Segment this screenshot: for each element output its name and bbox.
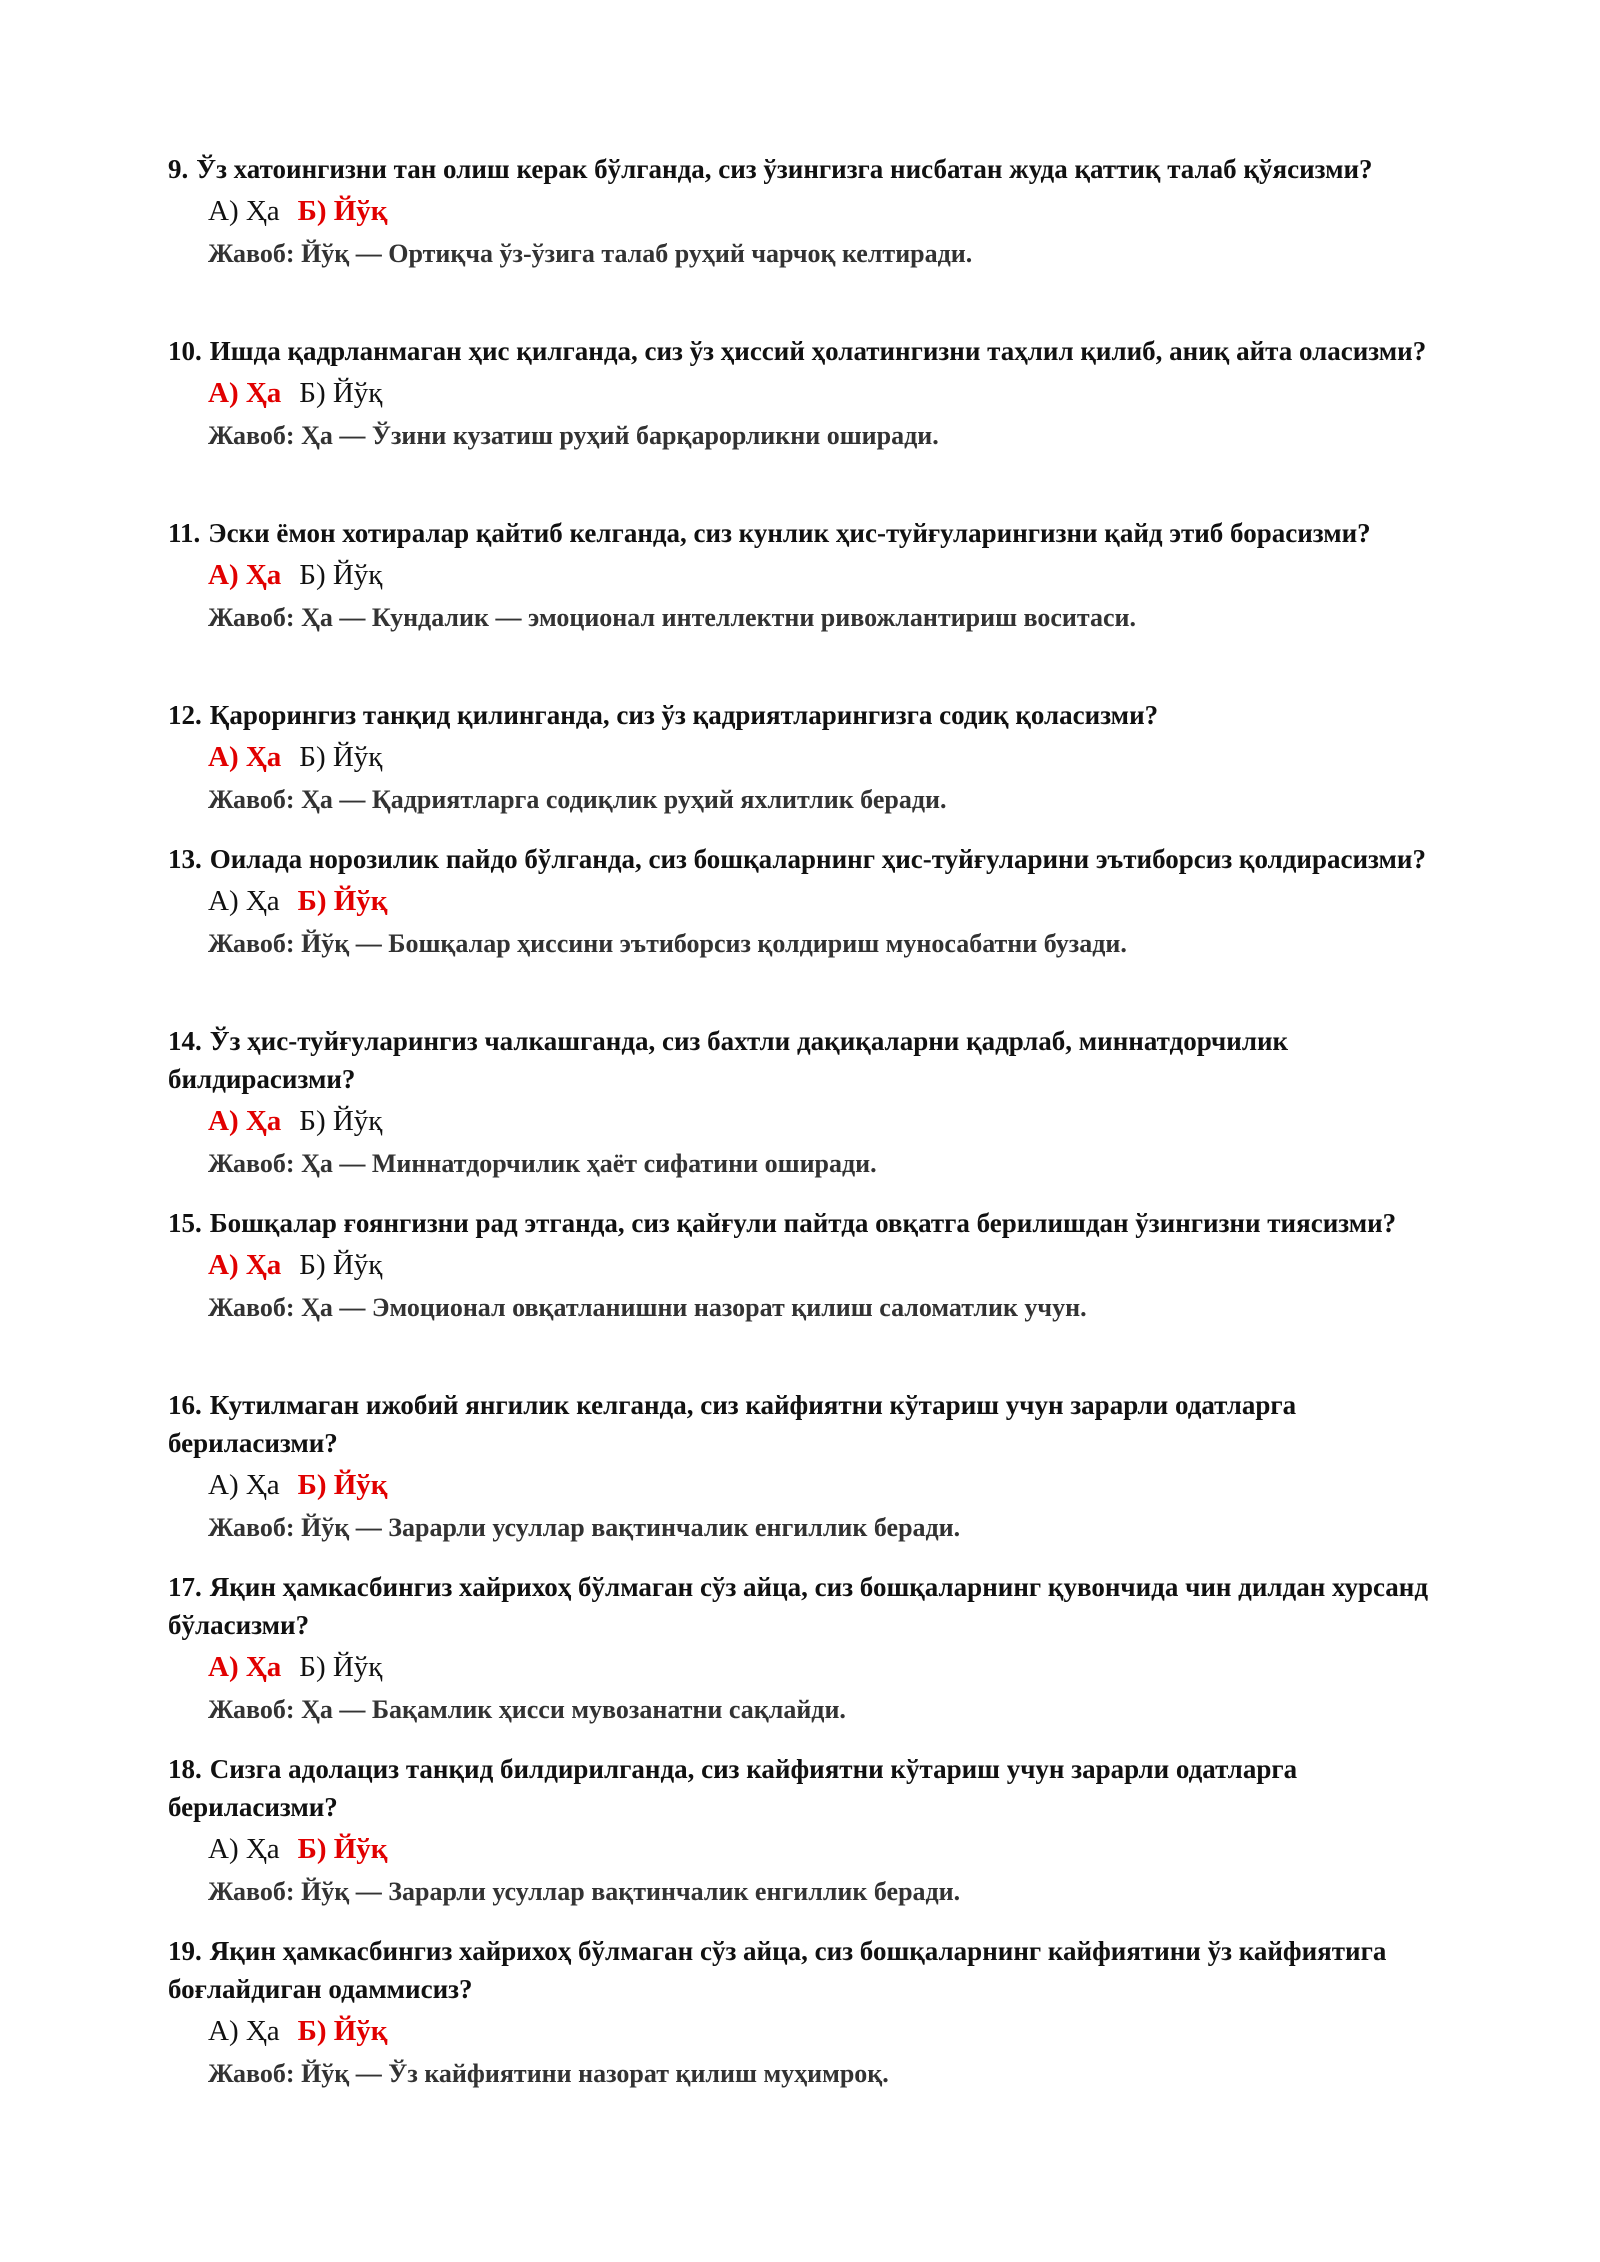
answer-options [208, 737, 1440, 777]
question-item [168, 1204, 1440, 1386]
question-number: 13. [168, 844, 202, 874]
question-text: 17. Яқин ҳамкасбингиз хайрихоҳ бўлмаган сўз айца, сиз бошқаларнинг қувончида чин дилдан хурсанд бўласизми? [168, 1568, 1440, 1644]
option-b-correct: Б) Йўқ [297, 1833, 388, 1865]
option-a-correct: А) Ҳа [208, 741, 282, 773]
answer-options [208, 881, 1440, 921]
document-page [168, 150, 1440, 2114]
question-item [168, 696, 1440, 840]
option-b: Б) Йўқ [299, 377, 383, 409]
answer-explanation: Жавоб: Йўқ — Бошқалар ҳиссини эътиборсиз қолдириш муносабатни бузади. [208, 929, 1127, 958]
question-item [168, 1932, 1440, 2114]
answer-explanation: Жавоб: Ҳа — Миннатдорчилик ҳаёт сифатини оширади. [208, 1149, 877, 1178]
question-item [168, 1386, 1440, 1568]
option-a: А) Ҳа [208, 195, 280, 227]
question-number: 11. [168, 518, 201, 548]
answer-options [208, 1101, 1440, 1141]
question-item [168, 840, 1440, 1022]
question-text: 14. Ўз ҳис-туйғуларингиз чалкашганда, сиз бахтли дақиқаларни қадрлаб, миннатдорчилик билдирасизми? [168, 1022, 1440, 1098]
answer-explanation: Жавоб: Йўқ — Ўз кайфиятини назорат қилиш муҳимроқ. [208, 2059, 889, 2088]
option-b: Б) Йўқ [299, 741, 383, 773]
option-a: А) Ҳа [208, 1833, 280, 1865]
answer-options [208, 1829, 1440, 1869]
option-b-correct: Б) Йўқ [297, 2015, 388, 2047]
option-a-correct: А) Ҳа [208, 559, 282, 591]
option-b: Б) Йўқ [299, 1249, 383, 1281]
question-number: 15. [168, 1208, 202, 1238]
answer-options [208, 191, 1440, 231]
option-a-correct: А) Ҳа [208, 1651, 282, 1683]
option-b-correct: Б) Йўқ [297, 885, 388, 917]
question-item [168, 1022, 1440, 1204]
option-b: Б) Йўқ [299, 1651, 383, 1683]
answer-options [208, 555, 1440, 595]
question-text: 18. Сизга адолациз танқид билдирилганда, сиз кайфиятни кўтариш учун зарарли одатларга бериласизми? [168, 1750, 1440, 1826]
question-text: 19. Яқин ҳамкасбингиз хайрихоҳ бўлмаган сўз айца, сиз бошқаларнинг кайфиятини ўз кайфиятига боғлайдиган одаммисиз? [168, 1932, 1440, 2008]
question-number: 10. [168, 336, 202, 366]
answer-explanation: Жавоб: Ҳа — Бақамлик ҳисси мувозанатни сақлайди. [208, 1695, 846, 1724]
question-number: 17. [168, 1572, 202, 1602]
question-text: 10. Ишда қадрланмаган ҳис қилганда, сиз ўз ҳиссий ҳолатингизни таҳлил қилиб, аниқ айта оласизми? [168, 332, 1440, 370]
question-number: 18. [168, 1754, 202, 1784]
answer-explanation: Жавоб: Йўқ — Зарарли усуллар вақтинчалик енгиллик беради. [208, 1513, 961, 1542]
option-a-correct: А) Ҳа [208, 1105, 282, 1137]
question-item [168, 1750, 1440, 1932]
answer-explanation: Жавоб: Йўқ — Ортиқча ўз-ўзига талаб руҳий чарчоқ келтиради. [208, 239, 973, 268]
answer-options [208, 1245, 1440, 1285]
option-a-correct: А) Ҳа [208, 1249, 282, 1281]
option-a: А) Ҳа [208, 1469, 280, 1501]
answer-options [208, 1647, 1440, 1687]
question-number: 19. [168, 1936, 202, 1966]
question-number: 9. [168, 154, 189, 184]
answer-explanation: Жавоб: Ҳа — Кундалик — эмоционал интеллектни ривожлантириш воситаси. [208, 603, 1137, 632]
question-item [168, 1568, 1440, 1750]
answer-explanation: Жавоб: Ҳа — Қадриятларга содиқлик руҳий яхлитлик беради. [208, 785, 947, 814]
option-b: Б) Йўқ [299, 1105, 383, 1137]
answer-options [208, 373, 1440, 413]
question-item [168, 514, 1440, 696]
option-b: Б) Йўқ [299, 559, 383, 591]
answer-options [208, 1465, 1440, 1505]
question-item [168, 150, 1440, 332]
question-number: 14. [168, 1026, 202, 1056]
question-text: 16. Кутилмаган ижобий янгилик келганда, сиз кайфиятни кўтариш учун зарарли одатларга бериласизми? [168, 1386, 1440, 1462]
question-text: 11. Эски ёмон хотиралар қайтиб келганда, сиз кунлик ҳис-туйғуларингизни қайд этиб борасизми? [168, 514, 1440, 552]
option-b-correct: Б) Йўқ [297, 1469, 388, 1501]
answer-explanation: Жавоб: Ҳа — Эмоционал овқатланишни назорат қилиш саломатлик учун. [208, 1293, 1087, 1322]
question-number: 16. [168, 1390, 202, 1420]
answer-explanation: Жавоб: Йўқ — Зарарли усуллар вақтинчалик енгиллик беради. [208, 1877, 961, 1906]
option-a-correct: А) Ҳа [208, 377, 282, 409]
answer-options [208, 2011, 1440, 2051]
question-text: 9. Ўз хатоингизни тан олиш керак бўлганда, сиз ўзингизга нисбатан жуда қаттиқ талаб қўясизми? [168, 150, 1440, 188]
question-text: 12. Қарорингиз танқид қилинганда, сиз ўз қадриятларингизга содиқ қоласизми? [168, 696, 1440, 734]
question-number: 12. [168, 700, 202, 730]
question-text: 13. Оилада норозилик пайдо бўлганда, сиз бошқаларнинг ҳис-туйғуларини эътиборсиз қолдирасизми? [168, 840, 1440, 878]
option-b-correct: Б) Йўқ [297, 195, 388, 227]
question-item [168, 332, 1440, 514]
question-text: 15. Бошқалар ғоянгизни рад этганда, сиз қайғули пайтда овқатга берилишдан ўзингизни тиясизми? [168, 1204, 1440, 1242]
option-a: А) Ҳа [208, 885, 280, 917]
option-a: А) Ҳа [208, 2015, 280, 2047]
answer-explanation: Жавоб: Ҳа — Ўзини кузатиш руҳий барқарорликни оширади. [208, 421, 939, 450]
